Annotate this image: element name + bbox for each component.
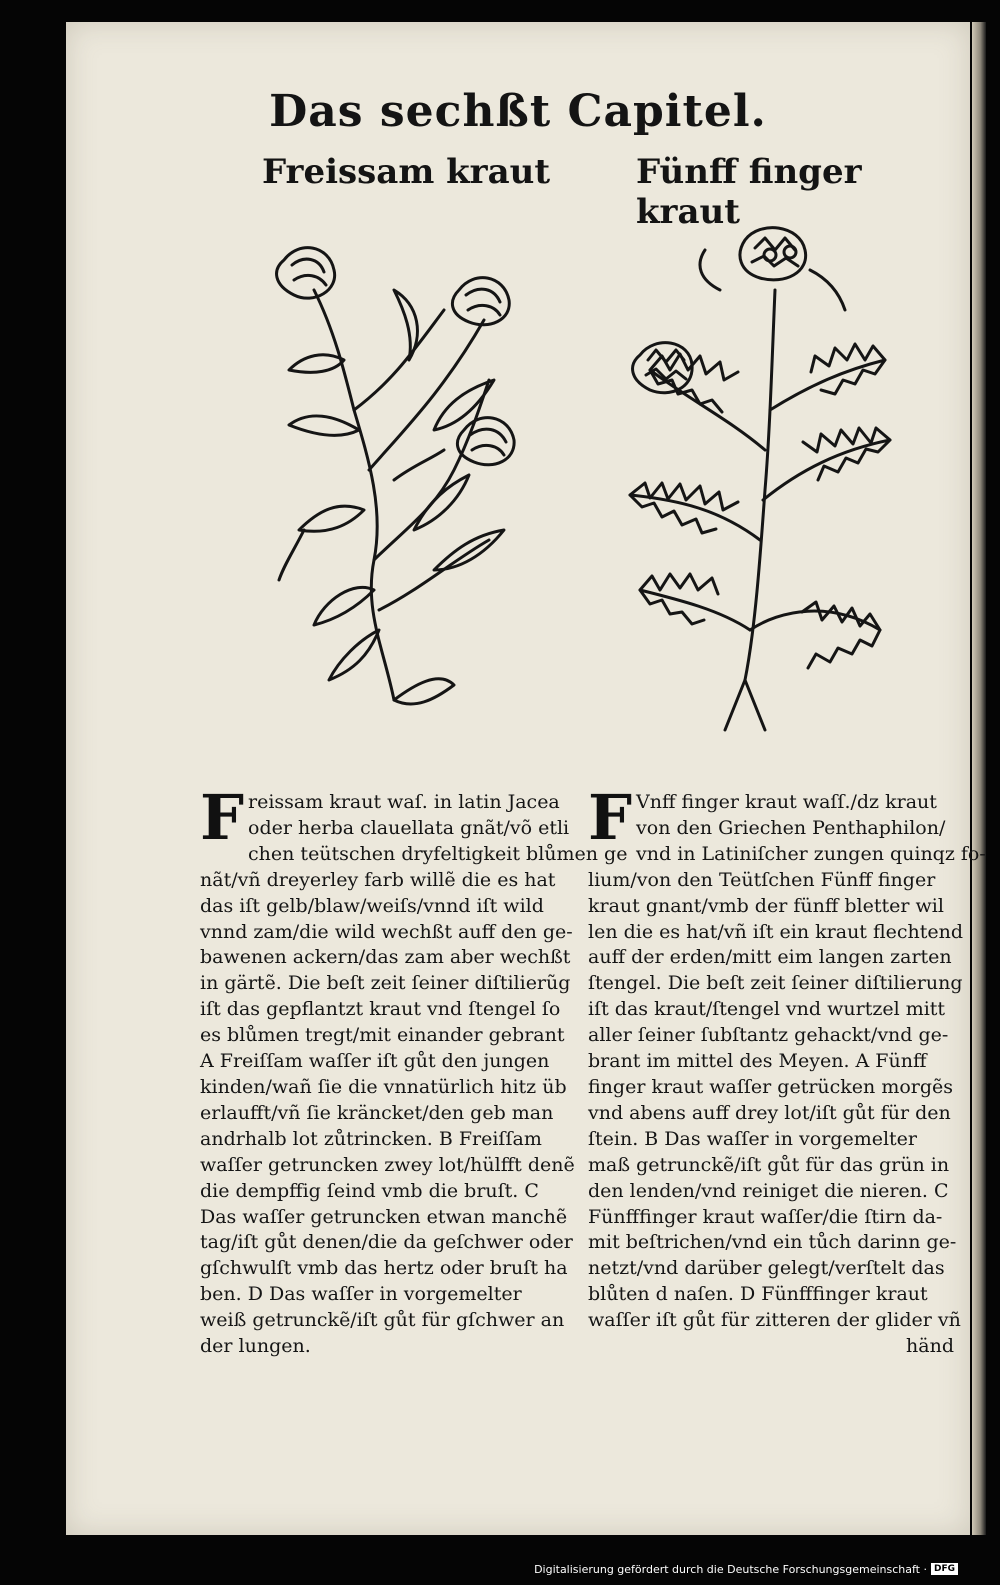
text-line: reissam kraut waſ. in latin Jacea: [248, 791, 560, 813]
woodcut-fuenff-finger-kraut: [600, 210, 920, 750]
text-line: das iſt gelb/blaw/weiſs/vnnd iſt wild: [200, 894, 544, 917]
text-line: tag/iſt gůt denen/die da geſchwer oder: [200, 1231, 573, 1254]
text-column-right: [588, 781, 986, 1360]
text-line: iſt das kraut/ſtengel vnd wurtzel mitt: [588, 998, 946, 1021]
text-line: in gärtẽ. Die beſt zeit ſeiner diſtilierũg: [200, 972, 571, 995]
text-line: lium/von den Teütſchen Fünff finger: [588, 868, 936, 891]
text-line: auff der erden/mitt eim langen zarten: [588, 946, 952, 969]
text-line: aller ſeiner ſubſtantz gehackt/vnd ge-: [588, 1024, 949, 1047]
text-line: ſtengel. Die beſt zeit ſeiner diſtilierung: [588, 972, 963, 995]
text-line: brant im mittel des Meyen. A Fünff: [588, 1050, 927, 1073]
text-line: chen teütschen dryfeltigkeit blůmen ge: [248, 842, 628, 865]
text-column-left: [200, 781, 628, 1360]
text-line: netzt/vnd darüber gelegt/verſtelt das: [588, 1257, 945, 1280]
text-line: vnd abens auff drey lot/iſt gůt für den: [588, 1101, 951, 1124]
dfg-logo: DFG: [931, 1563, 958, 1575]
text-line: von den Griechen Penthaphilon/: [636, 816, 946, 839]
text-line: len die es hat/vñ iſt ein kraut flechtend: [588, 920, 964, 943]
text-line: der lungen.: [200, 1335, 311, 1358]
text-line: A Freiſſam waſſer iſt gůt den jungen: [200, 1050, 550, 1073]
drop-cap-left: F: [200, 781, 245, 854]
text-line: ben. D Das waſſer in vorgemelter: [200, 1283, 522, 1306]
text-line: Vnff finger kraut waſſ./dz kraut: [636, 791, 937, 813]
text-line: waſſer iſt gůt für zitteren der glider vñ: [588, 1309, 961, 1332]
text-line: ſtein. B Das waſſer in vorgemelter: [588, 1127, 917, 1150]
text-line: nãt/vñ dreyerley farb willẽ die es hat: [200, 868, 556, 891]
text-line: kraut gnant/vmb der fünff bletter wil: [588, 894, 944, 917]
text-line: vnd in Latiniſcher zungen quinqz fo-: [636, 842, 986, 865]
plant-title-left: Freissam kraut: [262, 152, 551, 192]
text-line: Fünfffinger kraut waſſer/die ſtirn da-: [588, 1205, 943, 1228]
woodcut-freissam-kraut: [244, 230, 534, 730]
chapter-title: Das sechßt Capitel.: [269, 86, 767, 137]
text-line: den lenden/vnd reiniget die nieren. C: [588, 1179, 949, 1202]
drop-cap-right: F: [588, 781, 633, 854]
text-line: maß getrunckẽ/iſt gůt für das grün in: [588, 1153, 950, 1176]
text-line: oder herba clauellata gnãt/võ etli: [248, 816, 570, 839]
footer-credit: Digitalisierung gefördert durch die Deutsche Forschungsgemeinschaft ·: [534, 1562, 927, 1576]
text-line: die dempffig ſeind vmb die bruſt. C: [200, 1179, 539, 1202]
text-line: waſſer getruncken zwey lot/hülfft denẽ: [200, 1153, 575, 1176]
text-line: iſt das gepflantzt kraut vnd ſtengel ſo: [200, 998, 561, 1021]
text-line: gſchwulſt vmb das hertz oder bruſt ha: [200, 1257, 568, 1280]
page-edge: [972, 22, 986, 1535]
digitization-footer: [534, 1559, 958, 1579]
text-line: blůten d naſen. D Fünfffinger kraut: [588, 1283, 928, 1306]
text-line: finger kraut waſſer getrücken morgẽs: [588, 1075, 954, 1098]
text-line: händ: [906, 1335, 954, 1358]
text-line: weiß getrunckẽ/iſt gůt für gſchwer an: [200, 1309, 565, 1332]
text-line: mit beſtrichen/vnd ein tůch darinn ge-: [588, 1231, 957, 1254]
text-line: vnnd zam/die wild wechßt auff den ge-: [200, 920, 573, 943]
text-line: bawenen ackern/das zam aber wechßt: [200, 946, 571, 969]
text-line: es blůmen tregt/mit einander gebrant: [200, 1024, 565, 1047]
text-line: Das waſſer getruncken etwan manchẽ: [200, 1205, 568, 1228]
text-line: erlaufft/vñ ſie kräncket/den geb man: [200, 1101, 554, 1124]
text-line: andrhalb lot zůtrincken. B Freiſſam: [200, 1127, 542, 1150]
text-line: kinden/wañ ſie die vnnatürlich hitz üb: [200, 1075, 567, 1098]
plant-title-right: Fünff finger kraut: [636, 152, 862, 232]
